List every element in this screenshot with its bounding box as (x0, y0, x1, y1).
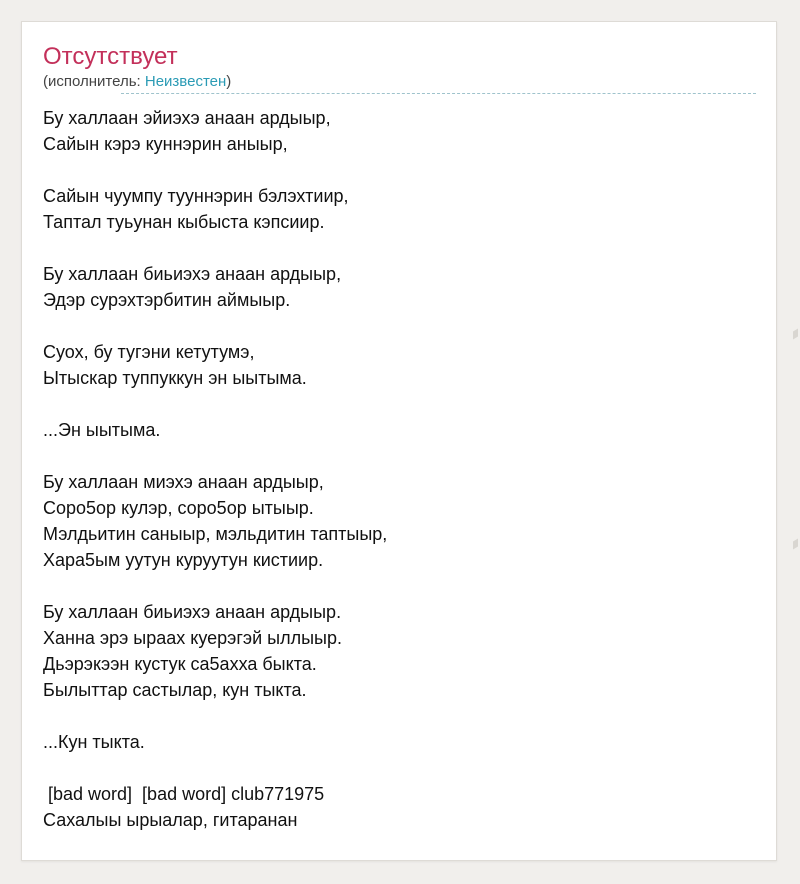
lyric-line: Таптал туьунан кыбыста кэпсиир. (43, 212, 325, 232)
song-title: Отсутствует (43, 43, 178, 70)
lyric-line: ...Эн ыытыма. (43, 420, 161, 440)
lyric-line: Хара5ым уутун куруутун кистиир. (43, 550, 324, 570)
lyric-blank-line (43, 573, 763, 599)
page-edge-mark (793, 329, 798, 340)
lyric-line: Эдэр сурэхтэрбитин аймыыр. (43, 290, 291, 310)
lyrics-text (43, 105, 763, 833)
lyric-line: Бу халлаан биьиэхэ анаан ардыыр. (43, 602, 342, 622)
lyric-blank-line (43, 703, 763, 729)
page-edge-mark (793, 539, 798, 550)
lyric-line: Бу халлаан эйиэхэ анаан ардыыр, (43, 108, 331, 128)
lyric-line: Бу халлаан биьиэхэ анаан ардыыр, (43, 264, 342, 284)
lyric-line: Ытыскар туппуккун эн ыытыма. (43, 368, 307, 388)
title-divider (121, 93, 756, 94)
lyric-blank-line (43, 313, 763, 339)
lyric-line: Сахалыы ырыалар, гитаранан (43, 810, 298, 830)
lyric-blank-line (43, 443, 763, 469)
lyric-line: [bad word] [bad word] club771975 (43, 784, 325, 804)
lyric-blank-line (43, 235, 763, 261)
artist-line (43, 73, 231, 91)
lyric-blank-line (43, 391, 763, 417)
lyrics-card (21, 21, 777, 861)
lyric-line: Суох, бу тугэни кетутумэ, (43, 342, 255, 362)
lyric-line: Дьэрэкээн кустук са5ахха быкта. (43, 654, 317, 674)
artist-prefix: (исполнитель: (43, 73, 145, 90)
lyric-line: Соро5ор кулэр, соро5ор ытыыр. (43, 498, 314, 518)
lyric-line: Сайын кэрэ куннэрин аныыр, (43, 134, 288, 154)
lyric-blank-line (43, 755, 763, 781)
lyric-line: Мэлдьитин саныыр, мэльдитин таптыыр, (43, 524, 388, 544)
lyric-line: Сайын чуумпу тууннэрин бэлэхтиир, (43, 186, 349, 206)
lyric-line: Бу халлаан миэхэ анаан ардыыр, (43, 472, 324, 492)
lyric-line: ...Кун тыкта. (43, 732, 145, 752)
artist-suffix: ) (226, 73, 232, 90)
lyric-blank-line (43, 157, 763, 183)
artist-link[interactable]: Неизвестен (144, 73, 227, 90)
lyric-line: Былыттар састылар, кун тыкта. (43, 680, 307, 700)
lyric-line: Ханна эрэ ыраах куерэгэй ыллыыр. (43, 628, 342, 648)
